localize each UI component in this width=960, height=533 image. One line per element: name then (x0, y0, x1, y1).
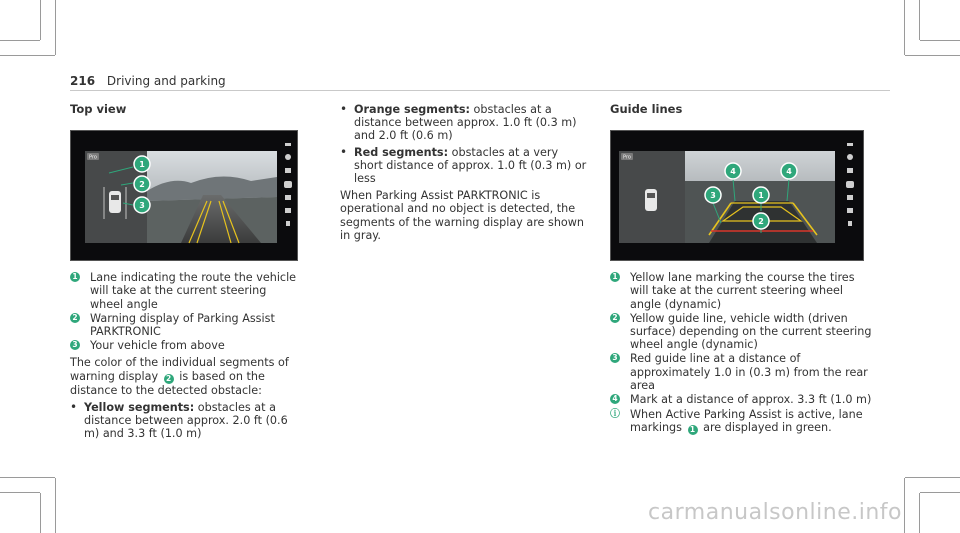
crop-mark (905, 55, 960, 56)
callout-1-label: 1 (139, 160, 145, 170)
legend-text: Lane indicating the route the vehicle will take at the current steering wheel angle (90, 271, 297, 311)
bullet-orange (340, 103, 590, 143)
crop-mark (55, 478, 56, 533)
legend-text: Warning display of Parking Assist PARKTRONIC (90, 311, 275, 339)
left-column (70, 103, 298, 443)
page-number: 216 (70, 74, 96, 88)
legend-item (610, 312, 874, 352)
page-header (70, 74, 226, 88)
crop-mark (919, 493, 920, 533)
callout-4a-label: 4 (730, 167, 736, 177)
crop-mark (0, 477, 55, 478)
crop-mark (905, 477, 960, 478)
bullet-text: obstacles at a very short distance of approx. 1.0 ft (0.3 m) or less (354, 145, 587, 186)
bullet-text: obstacles at a distance between approx. 1.0 ft (0.3 m) and 2.0 ft (0.6 m) (354, 103, 577, 143)
callout-2-label: 2 (139, 180, 145, 190)
crop-mark (919, 0, 920, 40)
crop-mark (920, 40, 960, 41)
bullet-label: Red segments: (354, 145, 449, 159)
bullet-label: Yellow segments: (84, 400, 195, 414)
note-text: When Active Parking Assist is active, lane markings (630, 408, 863, 435)
bullet-icon: • (340, 102, 348, 116)
legend-text: Yellow guide line, vehicle width (driven surface) depending on the current steering wheel angle (dynamic) (630, 311, 872, 352)
middle-column (340, 103, 590, 246)
legend-number: 3 (70, 340, 80, 350)
guide-lines-legend (610, 271, 874, 406)
info-icon: ⓘ (610, 409, 620, 421)
crop-mark (40, 0, 41, 40)
crop-mark (0, 40, 40, 41)
section-title: Driving and parking (106, 74, 226, 88)
crop-mark (920, 492, 960, 493)
legend-number: 1 (610, 272, 620, 282)
pro-badge-label: Pro (89, 154, 97, 161)
operational-paragraph: When Parking Assist PARKTRONIC is operational and no object is detected, the segments of the warning display are shown in gray. (340, 189, 584, 242)
heading-guide-lines: Guide lines (610, 102, 683, 116)
note-text: are displayed in green. (703, 421, 832, 435)
crop-mark (0, 55, 55, 56)
legend-item (70, 271, 298, 311)
top-view-screenshot (70, 130, 298, 261)
callout-3-label: 3 (139, 201, 145, 211)
header-divider (70, 90, 890, 91)
segments-paragraph (70, 356, 298, 396)
legend-text: Mark at a distance of approx. 3.3 ft (1.0 m) (630, 393, 872, 407)
bullet-label: Orange segments: (354, 103, 470, 116)
crop-mark (55, 0, 56, 55)
top-view-legend (70, 271, 298, 352)
legend-item (610, 393, 874, 406)
info-note (610, 408, 874, 435)
crop-mark (0, 492, 40, 493)
callout-4b-label: 4 (786, 167, 792, 177)
bullet-red (340, 146, 590, 186)
legend-text: Red guide line at a distance of approximately 1.0 in (0.3 m) from the rear area (630, 352, 868, 392)
inline-ref: 2 (164, 374, 174, 384)
pro-badge-label: Pro (623, 154, 631, 161)
callout-1-label: 1 (758, 191, 764, 201)
right-column (610, 103, 874, 435)
top-view-display (71, 131, 297, 260)
callout-2-label: 2 (758, 217, 764, 227)
guide-lines-screenshot (610, 130, 864, 261)
crop-mark (904, 0, 905, 55)
legend-number: 1 (70, 272, 80, 282)
legend-number: 3 (610, 353, 620, 363)
legend-item (610, 271, 874, 311)
heading-top-view: Top view (70, 102, 127, 116)
bullet-icon: • (70, 399, 78, 414)
bullet-text: obstacles at a distance between approx. 2.0 ft (0.6 m) and 3.3 ft (1.0 m) (84, 400, 288, 441)
bullet-icon: • (340, 144, 348, 159)
legend-number: 2 (70, 313, 80, 323)
legend-text: Yellow lane marking the course the tires will take at the current steering wheel angle (dynamic) (630, 271, 855, 311)
legend-item (610, 352, 874, 392)
vehicle-from-above (645, 189, 657, 211)
paragraph-text: The color of the individual segments of warning display (70, 356, 289, 383)
legend-number: 4 (610, 394, 620, 404)
vehicle-from-above (109, 191, 121, 213)
guide-lines-display (611, 131, 863, 260)
callout-3-label: 3 (710, 191, 716, 201)
inline-ref: 1 (688, 425, 698, 435)
legend-text: Your vehicle from above (90, 339, 225, 353)
watermark: carmanualsonline.info (648, 500, 902, 525)
crop-mark (904, 478, 905, 533)
bullet-yellow (70, 401, 298, 441)
crop-mark (40, 493, 41, 533)
legend-number: 2 (610, 313, 620, 323)
legend-item (70, 312, 298, 338)
paragraph-text: is based on the distance to the detected obstacle: (70, 369, 265, 397)
legend-item (70, 339, 298, 352)
